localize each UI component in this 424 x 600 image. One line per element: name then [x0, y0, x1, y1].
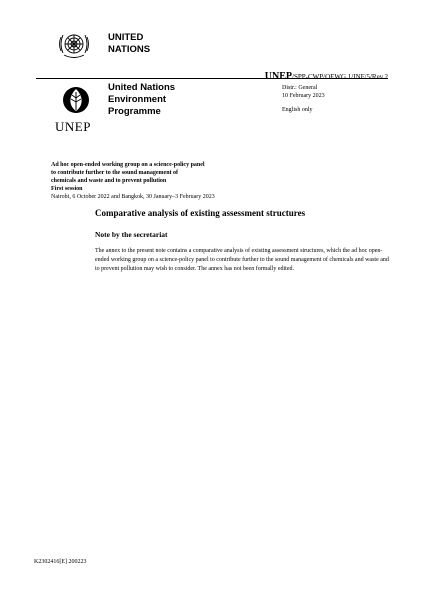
document-title: Comparative analysis of existing assessment structures [95, 208, 306, 218]
unep-label: UNEP [55, 119, 91, 134]
unep-emblem-icon [60, 84, 92, 116]
meeting-body-line: to contribute further to the sound management of [51, 170, 179, 176]
un-name [108, 32, 150, 56]
doc-symbol-rest: /SPP-CWP/OEWG.1/INF/5/Rev.2 [292, 73, 388, 81]
distribution: Distr.: General [282, 85, 318, 91]
unep-name [108, 82, 175, 118]
distribution-block [282, 84, 325, 114]
doc-symbol-main: UNEP [264, 71, 292, 82]
unep-name-line: United Nations [108, 82, 176, 93]
header-rule [36, 78, 388, 79]
unep-name-line: Programme [108, 106, 161, 117]
note-heading: Note by the secretariat [95, 230, 168, 239]
un-name-line: NATIONS [108, 44, 151, 55]
session-block [51, 161, 215, 201]
session-label: First session [51, 186, 83, 192]
body-paragraph: The annex to the present note contains a comparative analysis of existing assessment structures, which the ad hoc open-ended working group on a science-policy panel to contribute further to the sound management of chemicals and waste and to prevent pollution may wish to consider. The annex has not been formally edited. [95, 248, 389, 272]
language-note: English only [282, 107, 313, 113]
un-name-line: UNITED [108, 32, 144, 43]
document-date: 10 February 2023 [282, 93, 325, 99]
un-emblem-icon [56, 29, 92, 61]
meeting-body-line: chemicals and waste and to prevent pollution [51, 178, 167, 184]
document-symbol [265, 66, 388, 84]
venue-dates: Nairobi, 6 October 2022 and Bangkok, 30 January–3 February 2023 [51, 194, 215, 200]
footer-reference: K2302416[E] 200223 [34, 559, 87, 565]
meeting-body-line: Ad hoc open-ended working group on a science-policy panel [51, 162, 205, 168]
unep-name-line: Environment [108, 94, 167, 105]
